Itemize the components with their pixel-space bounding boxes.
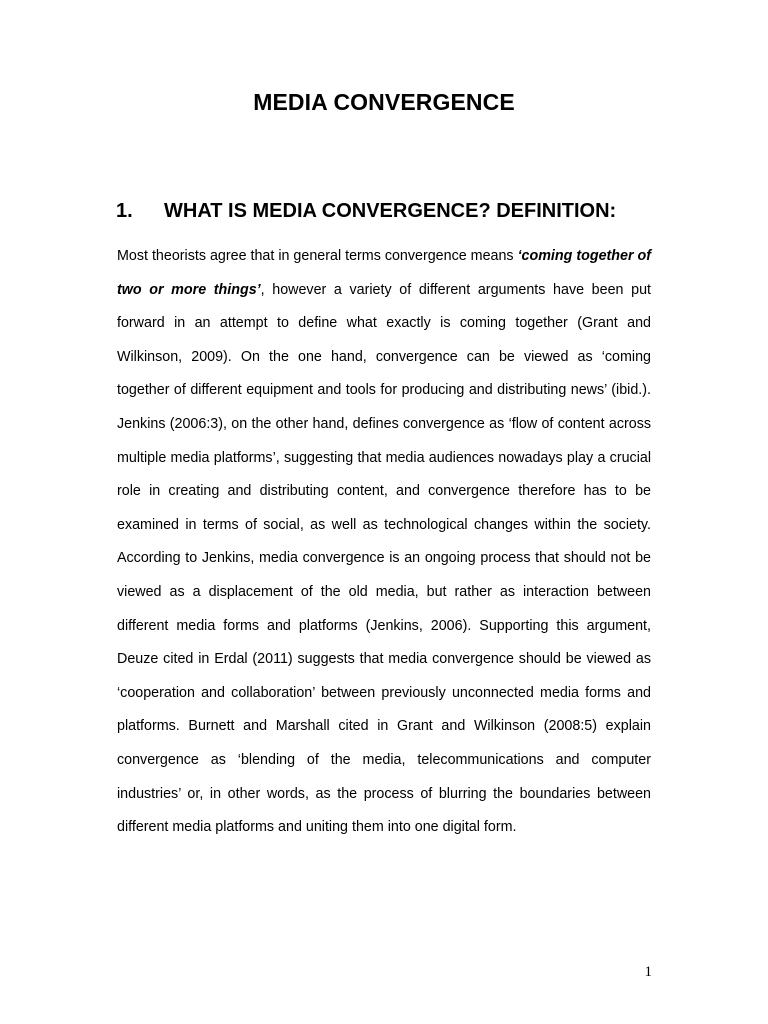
page-number: 1 <box>644 964 652 980</box>
section-number: 1. <box>116 200 133 222</box>
paragraph-part-2: , however a variety of different arguments have been put forward in an attempt to define what exactly is coming together (Grant and Wilkinson, 2009). On the one hand, convergence can be viewed as ‘coming together of different equipment and tools for producing and distributing news’ (ibid.). Jenkins (2006:3), on the other hand, defines convergence as ‘flow of content across multiple media platforms’, suggesting that media audiences nowadays play a crucial role in creating and distributing content, and convergence therefore has to be examined in terms of social, as well as technological changes within the society. According to Jenkins, media convergence is an ongoing process that should not be viewed as a displacement of the old media, but rather as interaction between different media forms and platforms (Jenkins, 2006). Supporting this argument, Deuze cited in Erdal (2011) suggests that media convergence should be viewed as ‘cooperation and collaboration’ between previously unconnected media forms and platforms. Burnett and Marshall cited in Grant and Wilkinson (2008:5) explain convergence as ‘blending of the media, telecommunications and computer industries’ or, in other words, as the process of blurring the boundaries between different media platforms and uniting them into one digital form. <box>117 281 651 836</box>
body-paragraph <box>117 240 651 845</box>
document-title: MEDIA CONVERGENCE <box>253 89 515 115</box>
section-heading-text: WHAT IS MEDIA CONVERGENCE? DEFINITION: <box>164 200 617 222</box>
paragraph-part-1: Most theorists agree that in general terms convergence means <box>117 248 518 264</box>
paragraph-emphasis: ‘coming together of two or more things’ <box>117 248 652 298</box>
section-heading <box>116 197 616 225</box>
